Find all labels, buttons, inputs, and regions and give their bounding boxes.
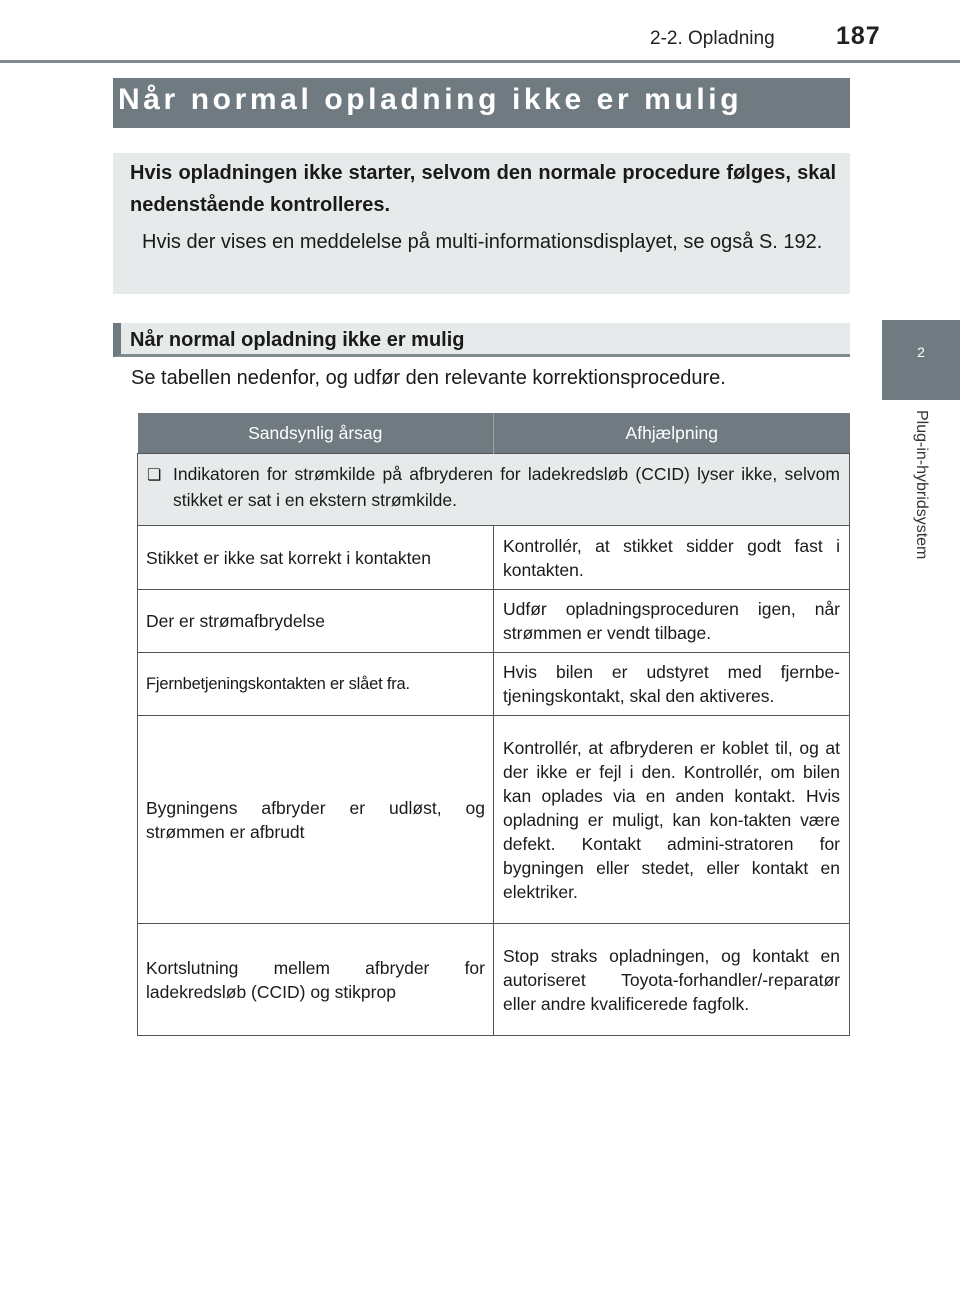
remedy-cell: Kontrollér, at stikket sidder godt fast i kontakten. <box>494 526 850 590</box>
table-row <box>138 924 850 1036</box>
lead-text: Se tabellen nedenfor, og udfør den relevante korrektionsprocedure. <box>131 367 726 389</box>
page-number: 187 <box>836 22 881 50</box>
remedy-cell: Stop straks opladningen, og kontakt en autoriseret Toyota-forhandler/-reparatør eller andre kvalificerede fagfolk. <box>494 924 850 1036</box>
page-title: Når normal opladning ikke er mulig <box>118 83 743 116</box>
chapter-label: Plug-in-hybridsystem <box>913 410 930 560</box>
table-row <box>138 653 850 716</box>
intro-bold-text: Hvis opladningen ikke starter, selvom den normale procedure følges, skal nedenstående kontrolleres. <box>130 162 836 216</box>
cause-cell: Bygningens afbryder er udløst, og strømmen er afbrudt <box>138 716 494 924</box>
subheading: Når normal opladning ikke er mulig <box>130 329 465 351</box>
cause-cell: Stikket er ikke sat korrekt i kontakten <box>138 526 494 590</box>
table-row <box>138 590 850 653</box>
cause-cell: Fjernbetjeningskontakten er slået fra. <box>138 653 494 716</box>
cause-cell: Kortslutning mellem afbryder for ladekredsløb (CCID) og stikprop <box>138 924 494 1036</box>
intro-body-text: Hvis der vises en meddelelse på multi-informationsdisplayet, se også S. 192. <box>142 231 823 253</box>
remedy-cell: Kontrollér, at afbryderen er koblet til, og at der ikke er fejl i den. Kontrollér, om bilen kan oplades via en anden kontakt. Hvis opladning er muligt, kan kon-takten være defekt. Kontakt admini-stratoren for bygningen eller stedet, eller kontakt en elektriker. <box>494 716 850 924</box>
troubleshooting-table <box>137 413 850 1036</box>
notice-cell <box>138 454 850 526</box>
cause-cell: Der er strømafbrydelse <box>138 590 494 653</box>
table-header-row <box>138 413 850 454</box>
checkbox-icon: ❏ <box>147 467 162 484</box>
notice-row <box>138 454 850 526</box>
column-header-remedy: Afhjælpning <box>494 413 850 454</box>
remedy-cell: Udfør opladningsproceduren igen, når strømmen er vendt tilbage. <box>494 590 850 653</box>
table-row <box>138 526 850 590</box>
chapter-tab <box>882 320 960 400</box>
header-rule <box>0 60 960 63</box>
table-row <box>138 716 850 924</box>
notice-text: Indikatoren for strømkilde på afbryderen for ladekredsløb (CCID) lyser ikke, selvom stikket er sat i en ekstern strømkilde. <box>173 464 840 510</box>
chapter-number: 2 <box>917 344 925 360</box>
remedy-cell: Hvis bilen er udstyret med fjernbe-tjeningskontakt, skal den aktiveres. <box>494 653 850 716</box>
column-header-cause: Sandsynlig årsag <box>138 413 494 454</box>
section-title: 2-2. Opladning <box>650 28 775 49</box>
